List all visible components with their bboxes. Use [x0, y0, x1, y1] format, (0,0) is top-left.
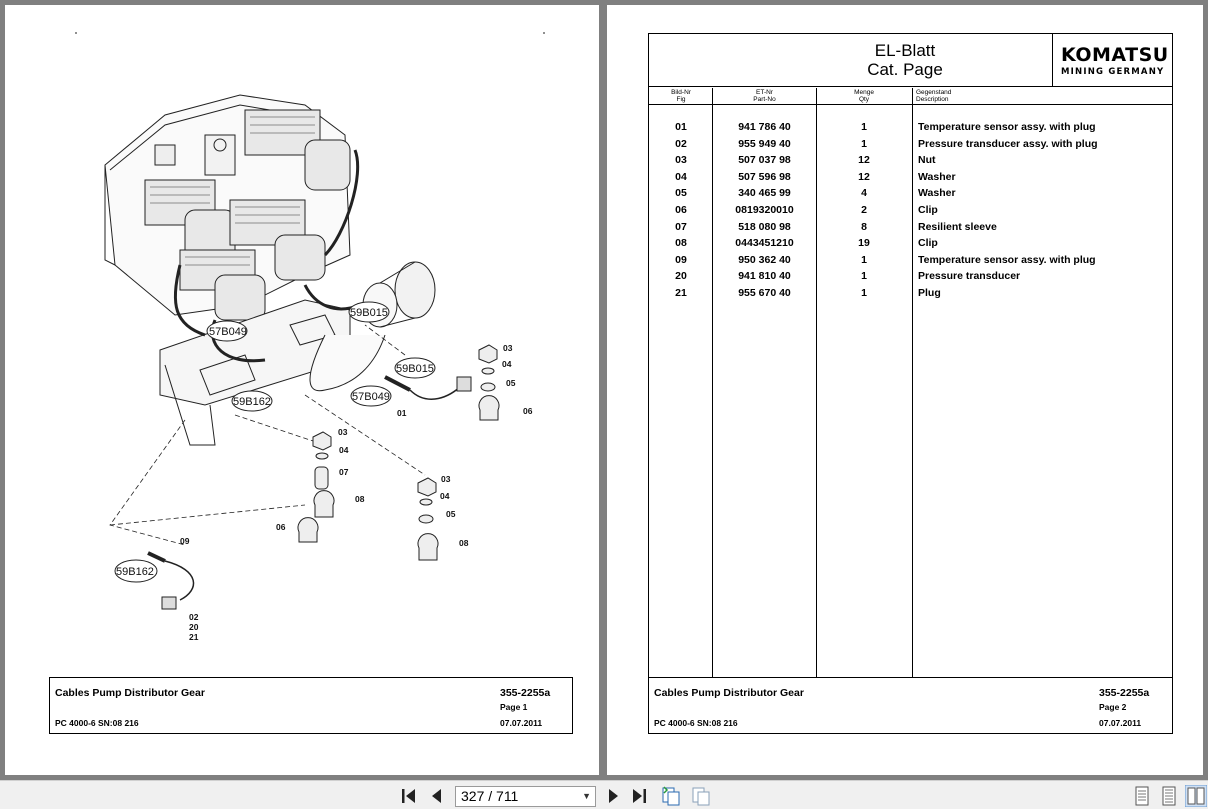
page-thumbnail-icon[interactable] [690, 785, 712, 807]
cell-fig: 20 [675, 270, 687, 283]
double-page-icon[interactable] [1158, 785, 1180, 807]
cell-description: Pressure transducer assy. with plug [918, 137, 1098, 150]
table-row [649, 254, 1172, 270]
item-label: 02 [189, 612, 199, 622]
item-label: 07 [339, 467, 349, 477]
last-page-icon[interactable] [628, 785, 650, 807]
cell-fig: 04 [675, 170, 687, 183]
first-page-icon[interactable] [398, 785, 420, 807]
cell-description: Pressure transducer [918, 270, 1021, 283]
cell-qty: 2 [861, 204, 867, 216]
item-label: 04 [440, 491, 450, 501]
table-row [649, 204, 1172, 220]
cell-description: Temperature sensor assy. with plug [918, 253, 1096, 266]
drawing-title: Cables Pump Distributor Gear [55, 687, 205, 699]
cell-fig: 06 [675, 204, 687, 216]
callout-57b049-upper: 57B049 [209, 326, 247, 338]
cell-description: Clip [918, 237, 938, 250]
item-label: 06 [523, 406, 533, 416]
cell-qty: 1 [861, 287, 867, 299]
catalog-title [809, 41, 1001, 79]
cell-qty: 8 [861, 220, 867, 233]
cell-part-no: 0819320010 [735, 204, 794, 216]
cell-fig: 03 [675, 154, 687, 167]
item-label: 01 [397, 408, 407, 418]
cell-qty: 1 [861, 253, 867, 266]
page-number: Page 2 [1099, 702, 1127, 712]
item-label: 03 [338, 427, 348, 437]
document-date: 07.07.2011 [1099, 718, 1142, 728]
exploded-drawing [5, 5, 599, 675]
document-number: 355-2255a [500, 687, 551, 699]
logo-subtitle: MINING GERMANY [1061, 67, 1165, 77]
viewer-toolbar [0, 780, 1208, 809]
table-row [649, 171, 1172, 187]
item-label: 05 [446, 509, 456, 519]
item-label: 03 [441, 474, 451, 484]
cell-qty: 1 [861, 270, 867, 283]
item-label: 20 [189, 622, 199, 632]
col-part-no: ET-Nr Part-No [753, 89, 776, 103]
item-label: 04 [339, 445, 349, 455]
item-label: 09 [180, 536, 190, 546]
page-number: Page 1 [500, 702, 528, 712]
catalog-title-de: EL-Blatt [874, 41, 936, 60]
page-number-field[interactable] [455, 786, 596, 807]
item-label: 03 [503, 343, 513, 353]
col-fig: Bild-Nr Fig [671, 89, 691, 103]
machine-model: PC 4000-6 SN:08 216 [55, 718, 139, 728]
column-header [649, 88, 1172, 105]
cell-part-no: 518 080 98 [738, 220, 791, 233]
cell-part-no: 941 786 40 [738, 121, 791, 133]
cell-description: Clip [918, 204, 938, 216]
cell-qty: 1 [861, 137, 867, 150]
table-row [649, 121, 1172, 137]
cell-fig: 21 [675, 287, 687, 299]
cell-fig: 05 [675, 187, 687, 200]
title-block-left [49, 677, 573, 734]
table-row [649, 221, 1172, 237]
prev-page-icon[interactable] [426, 785, 448, 807]
cell-fig: 01 [675, 121, 687, 133]
callout-57b049-lower: 57B049 [352, 391, 390, 403]
title-block-right [648, 677, 1173, 734]
callout-59b162-lower: 59B162 [116, 566, 154, 578]
table-row [649, 237, 1172, 253]
cell-qty: 12 [858, 170, 870, 183]
right-page [607, 5, 1203, 775]
table-row [649, 187, 1172, 203]
callout-59b015-lower: 59B015 [396, 363, 434, 375]
document-date: 07.07.2011 [500, 718, 543, 728]
next-page-icon[interactable] [602, 785, 624, 807]
left-page [5, 5, 599, 775]
cell-description: Plug [918, 287, 941, 299]
table-row [649, 287, 1172, 303]
drawing-title: Cables Pump Distributor Gear [654, 687, 804, 699]
cell-part-no: 340 465 99 [738, 187, 791, 200]
cell-fig: 09 [675, 253, 687, 266]
table-row [649, 154, 1172, 170]
cell-description: Resilient sleeve [918, 220, 997, 233]
cell-part-no: 0443451210 [735, 237, 794, 250]
cell-fig: 02 [675, 137, 687, 150]
item-label: 08 [459, 538, 469, 548]
callout-59b162-upper: 59B162 [233, 396, 271, 408]
cell-part-no: 950 362 40 [738, 253, 791, 266]
komatsu-logo [1052, 34, 1172, 87]
cell-part-no: 955 949 40 [738, 137, 791, 150]
cell-qty: 1 [861, 121, 867, 133]
parts-list [648, 33, 1173, 677]
cell-fig: 07 [675, 220, 687, 233]
catalog-header [649, 34, 1172, 87]
table-row [649, 138, 1172, 154]
cell-qty: 4 [861, 187, 867, 200]
page-number-value: 327 / 711 [461, 788, 519, 804]
cell-description: Nut [918, 154, 936, 167]
chevron-down-icon[interactable]: ▼ [582, 791, 591, 801]
callout-59b015-upper: 59B015 [350, 307, 388, 319]
cell-part-no: 507 037 98 [738, 154, 791, 167]
single-page-icon[interactable] [1131, 785, 1153, 807]
cell-part-no: 955 670 40 [738, 287, 791, 299]
table-row [649, 270, 1172, 286]
cell-description: Temperature sensor assy. with plug [918, 121, 1096, 133]
cell-part-no: 941 810 40 [738, 270, 791, 283]
cell-qty: 19 [858, 237, 870, 250]
item-label: 05 [506, 378, 516, 388]
item-label: 08 [355, 494, 365, 504]
catalog-title-en: Cat. Page [867, 60, 943, 79]
item-label: 04 [502, 359, 512, 369]
document-number: 355-2255a [1099, 687, 1150, 699]
cell-fig: 08 [675, 237, 687, 250]
facing-pages-icon[interactable] [1185, 785, 1207, 807]
col-description: Gegenstand Description [916, 89, 952, 103]
cell-description: Washer [918, 187, 956, 200]
item-label: 21 [189, 632, 199, 642]
logo-wordmark: KOMATSU [1061, 44, 1169, 66]
item-label: 06 [276, 522, 286, 532]
cell-qty: 12 [858, 154, 870, 167]
cell-part-no: 507 596 98 [738, 170, 791, 183]
col-qty: Menge Qty [854, 89, 874, 103]
cell-description: Washer [918, 170, 956, 183]
continuous-scroll-icon[interactable] [660, 785, 682, 807]
machine-model: PC 4000-6 SN:08 216 [654, 718, 738, 728]
